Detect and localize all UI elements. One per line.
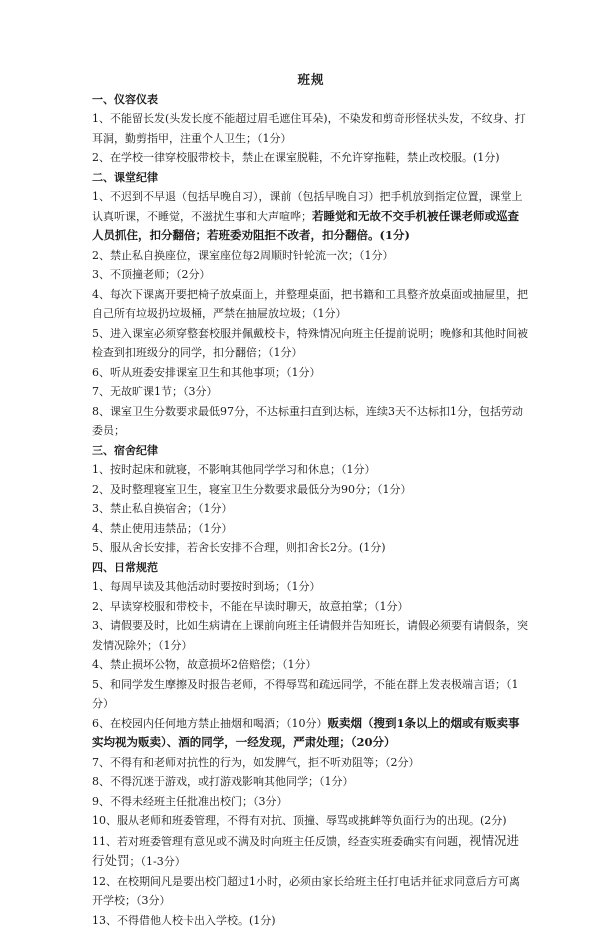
list-item: 3、禁止私自换宿舍；（1分）: [92, 499, 530, 519]
emphasis-text: 视情况进行处罚: [92, 833, 519, 869]
list-item: 8、不得沉迷于游戏，或打游戏影响其他同学；（1分）: [92, 772, 530, 792]
item-text: 1、不迟到不早退（包括早晚自习），课前（包括早晚自习）把手机放到指定位置，课堂上认真听课，不睡觉，不滋扰生事和大声喧哗；: [92, 190, 523, 223]
section-heading-appearance: 一、仪容仪表: [92, 90, 530, 110]
list-item: 4、禁止使用违禁品；（1分）: [92, 519, 530, 539]
list-item: 2、在学校一律穿校服带校卡，禁止在课室脱鞋，不允许穿拖鞋，禁止改校服。(1分): [92, 148, 530, 168]
list-item: 6、听从班委安排课室卫生和其他事项；（1分）: [92, 363, 530, 383]
item-text: 11、若对班委管理有意见或不满及时向班主任反馈，经查实班委确实有问题，: [92, 835, 469, 848]
list-item: 1、按时起床和就寝，不影响其他同学学习和休息；（1分）: [92, 460, 530, 480]
list-item: 13、不得借他人校卡出入学校。(1分): [92, 911, 530, 930]
list-item: 3、不顶撞老师；（2分）: [92, 265, 530, 285]
section-heading-dormitory: 三、宿舍纪律: [92, 441, 530, 461]
list-item: 2、禁止私自换座位，课室座位每2周顺时针轮流一次；（1分）: [92, 246, 530, 266]
item-text: ；（1-3分）: [130, 855, 186, 868]
list-item: 2、及时整理寝室卫生，寝室卫生分数要求最低分为90分；（1分）: [92, 480, 530, 500]
list-item: 5、和同学发生摩擦及时报告老师，不得辱骂和疏远同学，不能在群上发表极端言语；（1分）: [92, 675, 530, 714]
list-item: 5、服从舍长安排，若舍长安排不合理，则扣舍长2分。(1分): [92, 538, 530, 558]
list-item: 4、禁止损坏公物，故意损坏2倍赔偿；（1分）: [92, 655, 530, 675]
section-heading-classroom: 二、课堂纪律: [92, 168, 530, 188]
list-item: 2、早读穿校服和带校卡，不能在早读时聊天，故意拍掌；（1分）: [92, 597, 530, 617]
list-item: 7、无故旷课1节；（3分）: [92, 382, 530, 402]
list-item: 3、请假要及时，比如生病请在上课前向班主任请假并告知班长，请假必须要有请假条，突发情况除外；（1分）: [92, 616, 530, 655]
emphasis-text: 若睡觉和无故不交手机被任课老师或巡查人员抓住，扣分翻倍；若班委劝阻拒不改者，扣分翻倍。(1分): [92, 209, 519, 243]
list-item: 1、不能留长发(头发长度不能超过眉毛遮住耳朵)，不染发和剪奇形怪状头发，不纹身、打耳洞，勤剪指甲，注重个人卫生；（1分）: [92, 109, 530, 148]
list-item: 8、课室卫生分数要求最低97分，不达标重扫直到达标，连续3天不达标扣1分，包括劳动委员；: [92, 402, 530, 441]
section-heading-daily: 四、日常规范: [92, 558, 530, 578]
emphasis-text: 贩卖烟（搜到1条以上的烟或有贩卖事实均视为贩卖）、酒的同学，一经发现，严肃处理；（20分）: [92, 716, 520, 750]
list-item: 7、不得有和老师对抗性的行为，如发脾气，拒不听劝阻等；（2分）: [92, 753, 530, 773]
list-item: 10、服从老师和班委管理，不得有对抗、顶撞、辱骂或挑衅等负面行为的出现。(2分): [92, 811, 530, 831]
list-item: 4、每次下课离开要把椅子放桌面上，并整理桌面，把书籍和工具整齐放桌面或抽屉里，把自己所有垃圾扔垃圾桶，严禁在抽屉放垃圾；（1分）: [92, 285, 530, 324]
list-item: [92, 187, 530, 246]
page-title: 班规: [92, 70, 530, 90]
list-item: 12、在校期间凡是要出校门超过1小时，必须由家长给班主任打电话并征求同意后方可离开学校；（3分）: [92, 872, 530, 911]
list-item: 9、不得未经班主任批准出校门；（3分）: [92, 792, 530, 812]
list-item: [92, 831, 530, 872]
list-item: 5、进入课室必须穿整套校服并佩戴校卡，特殊情况向班主任提前说明；晚修和其他时间被检查到扣班级分的同学，扣分翻倍；（1分）: [92, 324, 530, 363]
list-item: 1、每周早读及其他活动时要按时到场；（1分）: [92, 577, 530, 597]
item-text: 6、在校园内任何地方禁止抽烟和喝酒；（10分）: [92, 717, 328, 730]
list-item: [92, 714, 530, 753]
